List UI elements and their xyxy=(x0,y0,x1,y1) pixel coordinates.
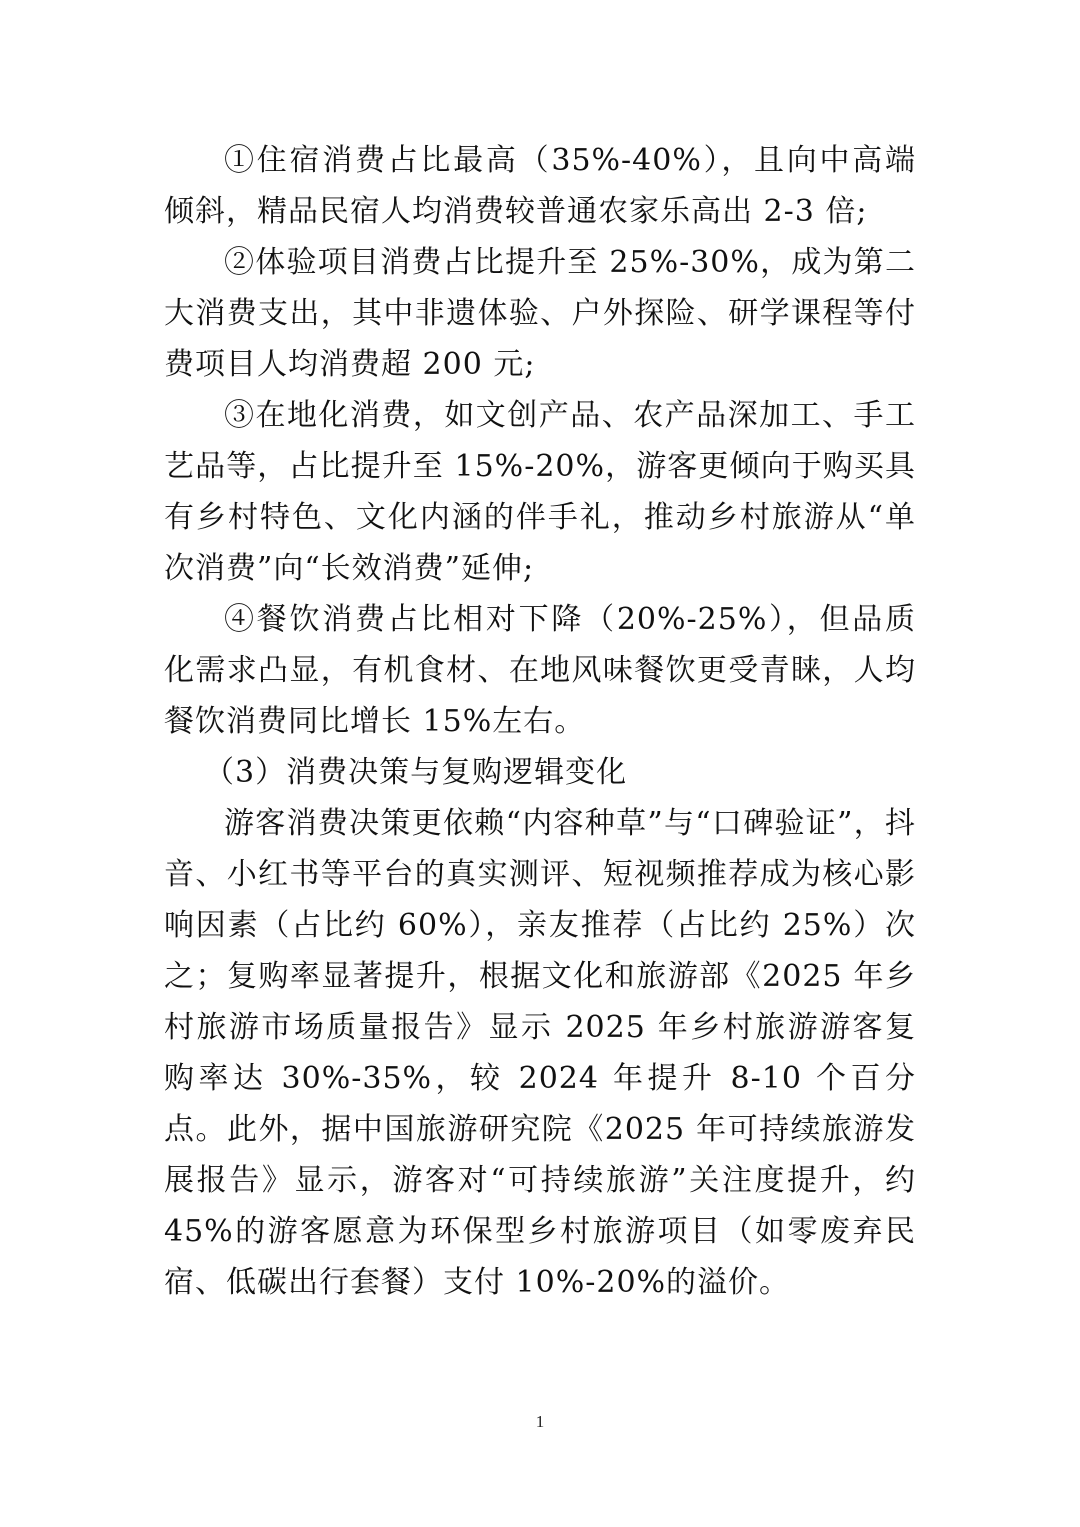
page-number: 1 xyxy=(535,1412,545,1431)
paragraph-catering: ④餐饮消费占比相对下降（20%-25%），但品质化需求凸显，有机食材、在地风味餐饮更受青睐，人均餐饮消费同比增长 15%左右。 xyxy=(164,602,916,739)
paragraph-experience: ②体验项目消费占比提升至 25%-30%，成为第二大消费支出，其中非遗体验、户外探险、研学课程等付费项目人均消费超 200 元; xyxy=(164,245,916,382)
section-heading: （3）消费决策与复购逻辑变化 xyxy=(204,755,628,790)
paragraph-decision-repurchase: 游客消费决策更依赖“内容种草”与“口碑验证”，抖音、小红书等平台的真实测评、短视频推荐成为核心影响因素（占比约 60%），亲友推荐（占比约 25%）次之；复购率显著提升，根据文化和旅游部《2025 年乡村旅游市场质量报告》显示 2025 年乡村旅游游客复购率达 30%-35%，较 2024 年提升 8-10 个百分点。此外，据中国旅游研究院《2025 年可持续旅游发展报告》显示，游客对“可持续旅游”关注度提升，约 45%的游客愿意为环保型乡村旅游项目（如零废弃民宿、低碳出行套餐）支付 10%-20%的溢价。 xyxy=(164,806,916,1300)
document-body xyxy=(164,135,916,1308)
paragraph-lodging: ①住宿消费占比最高（35%-40%），且向中高端倾斜，精品民宿人均消费较普通农家乐高出 2-3 倍; xyxy=(164,143,916,229)
paragraph-local-consumption: ③在地化消费，如文创产品、农产品深加工、手工艺品等，占比提升至 15%-20%，游客更倾向于购买具有乡村特色、文化内涵的伴手礼，推动乡村旅游从“单次消费”向“长效消费”延伸; xyxy=(164,398,916,586)
